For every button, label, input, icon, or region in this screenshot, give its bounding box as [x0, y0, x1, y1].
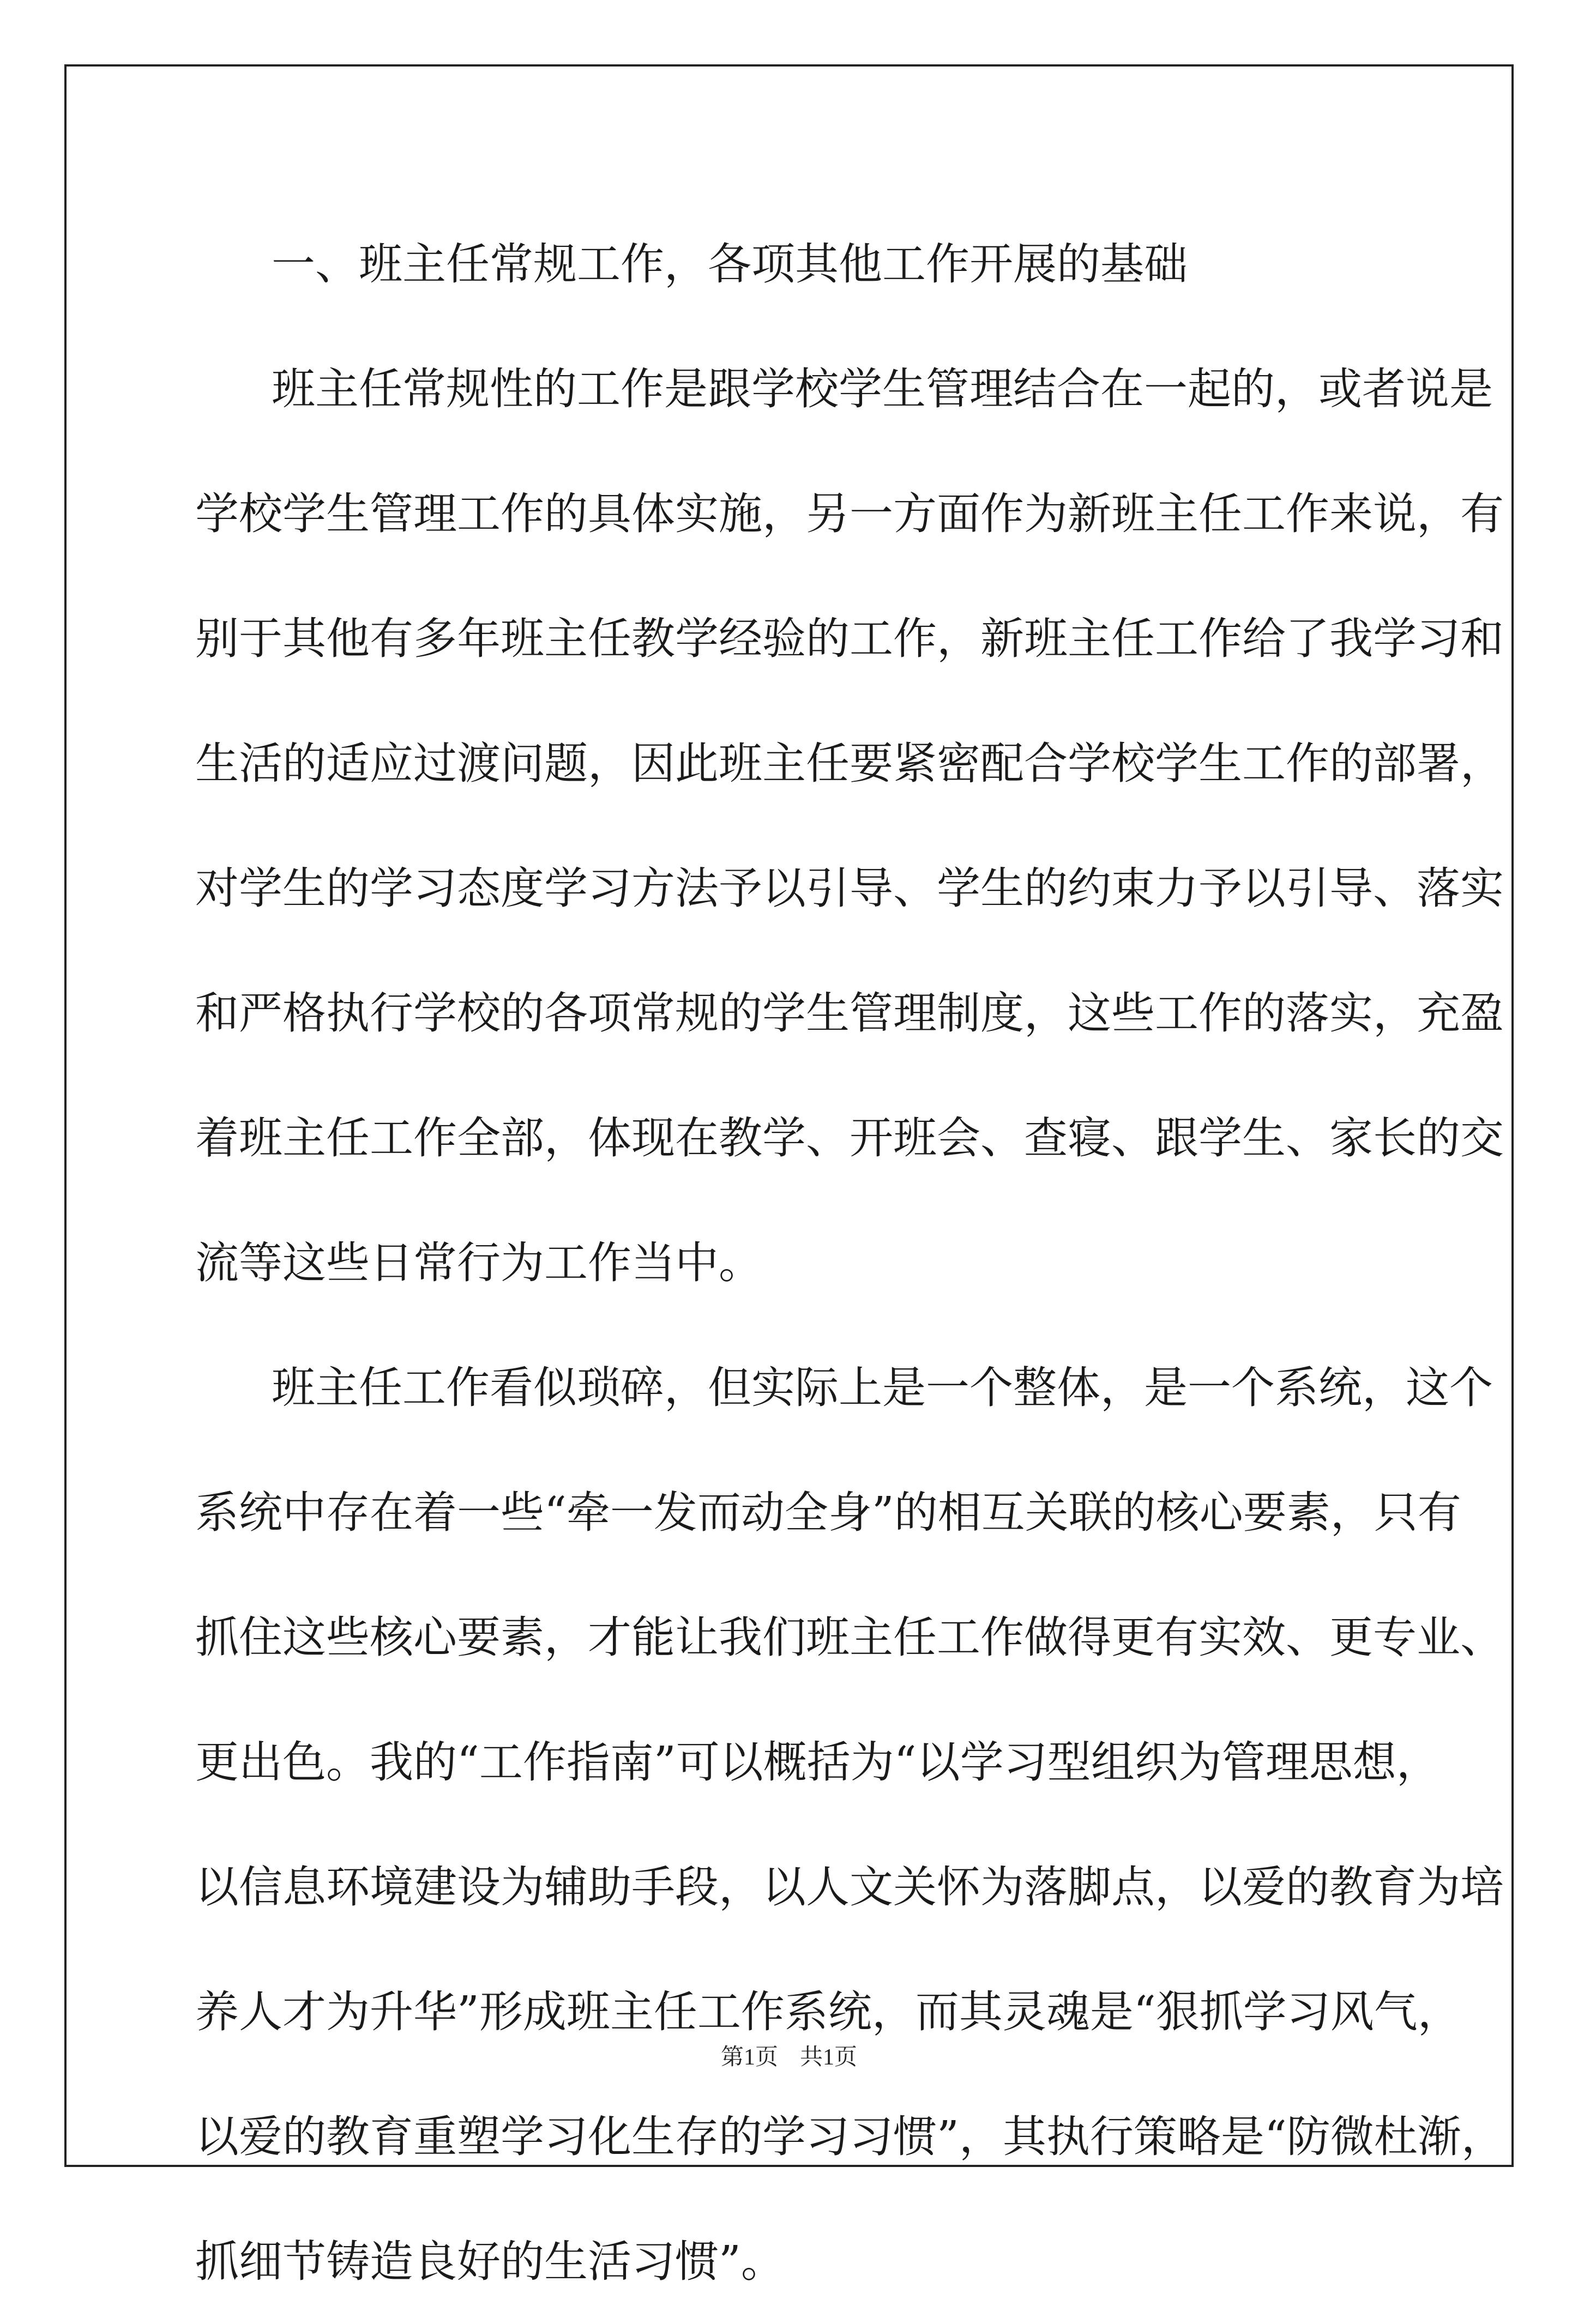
page-footer [0, 2039, 1578, 2072]
paragraph-line: 班主任工作看似琐碎，但实际上是一个整体，是一个系统，这个 [272, 1362, 1493, 1413]
document-body [195, 202, 1505, 2324]
section-heading: 一、班主任常规工作，各项其他工作开展的基础 [272, 239, 1188, 289]
paragraph-line: 和严格执行学校的各项常规的学生管理制度，这些工作的落实，充盈 [195, 988, 1504, 1039]
page-number: 第1页 [720, 2045, 778, 2070]
paragraph-line: 以信息环境建设为辅助手段，以人文关怀为落脚点，以爱的教育为培 [195, 1862, 1504, 1912]
paragraph-line: 系统中存在着一些“牵一发而动全身”的相互关联的核心要素，只有 [195, 1487, 1461, 1538]
paragraph-2 [195, 1325, 1505, 2324]
paragraph-line: 更出色。我的“工作指南”可以概括为“以学习型组织为管理思想， [195, 1737, 1440, 1788]
paragraph-line: 养人才为升华”形成班主任工作系统，而其灵魂是“狠抓学习风气， [195, 1987, 1461, 2037]
paragraph-line: 生活的适应过渡问题，因此班主任要紧密配合学校学生工作的部署， [195, 738, 1504, 789]
paragraph-line: 以爱的教育重塑学习化生存的学习习惯”，其执行策略是“防微杜渐， [195, 2111, 1505, 2162]
paragraph-1 [195, 327, 1504, 1325]
paragraph-line: 班主任常规性的工作是跟学校学生管理结合在一起的，或者说是 [272, 364, 1493, 414]
paragraph-line: 流等这些日常行为工作当中。 [195, 1238, 762, 1288]
paragraph-line: 对学生的学习态度学习方法予以引导、学生的约束力予以引导、落实 [195, 863, 1504, 914]
paragraph-line: 抓住这些核心要素，才能让我们班主任工作做得更有实效、更专业、 [195, 1612, 1504, 1663]
page-total: 共1页 [800, 2045, 858, 2070]
paragraph-line: 学校学生管理工作的具体实施，另一方面作为新班主任工作来说，有 [195, 488, 1504, 539]
paragraph-line: 别于其他有多年班主任教学经验的工作，新班主任工作给了我学习和 [195, 613, 1504, 664]
paragraph-line: 着班主任工作全部，体现在教学、开班会、查寝、跟学生、家长的交 [195, 1113, 1504, 1163]
paragraph-line: 抓细节铸造良好的生活习惯”。 [195, 2236, 785, 2287]
